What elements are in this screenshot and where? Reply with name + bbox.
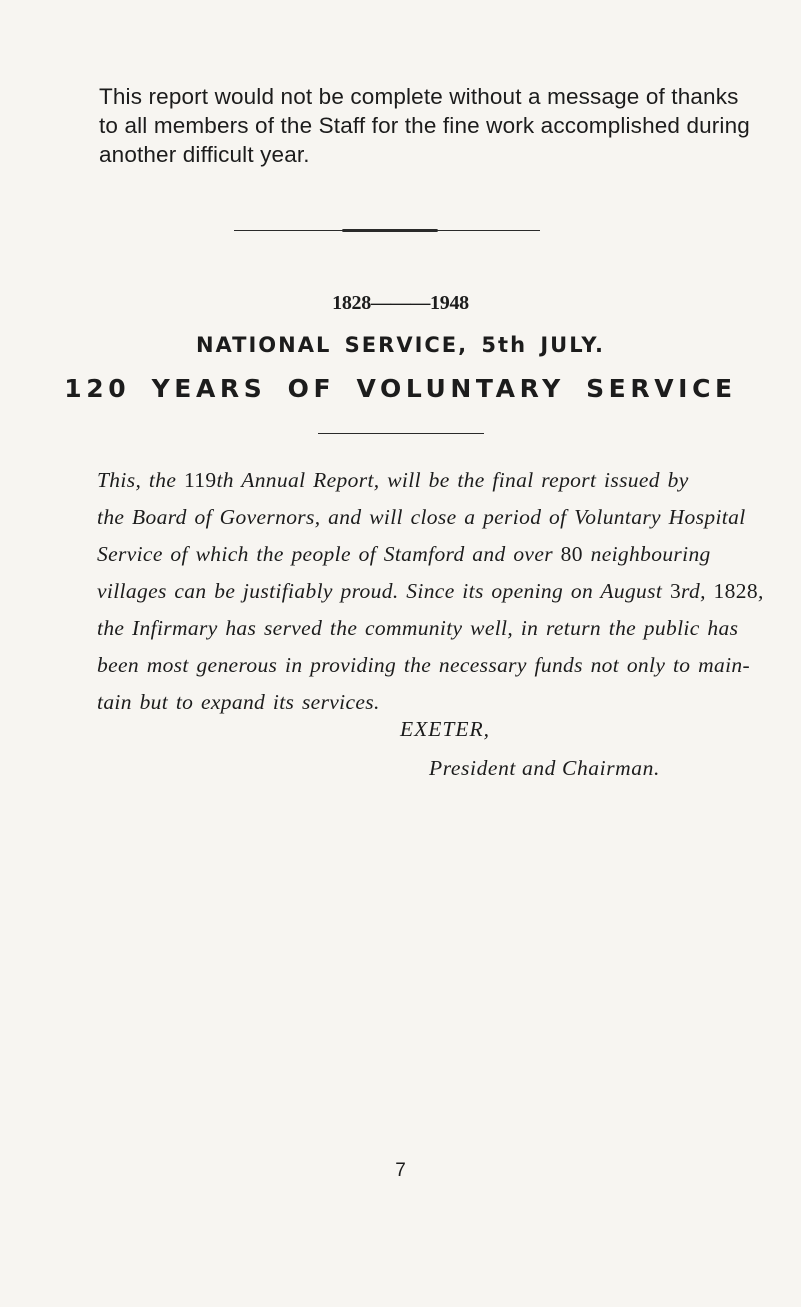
- paragraph-line: [97, 462, 717, 499]
- paragraph-line: [97, 536, 717, 573]
- paragraph-line: [97, 499, 746, 536]
- text-run: Service of which the people of Stamford and over: [97, 542, 561, 566]
- paragraph-line: [97, 573, 764, 610]
- text-run: been most generous in providing the necessary funds not only to main-: [97, 653, 751, 677]
- ornamental-divider-swell: [342, 229, 438, 232]
- opening-day: 3: [669, 579, 682, 603]
- years-heading: 1828———1948: [332, 292, 469, 314]
- thanks-line: to all members of the Staff for the fine work accomplished during: [99, 113, 750, 138]
- national-service-heading: NATIONAL SERVICE, 5th JULY.: [195, 333, 606, 357]
- section-divider: [318, 433, 484, 434]
- text-run: rd,: [681, 579, 714, 603]
- village-count: 80: [560, 542, 583, 566]
- signatory-title: President and Chairman.: [429, 756, 660, 780]
- text-run: the Board of Governors, and will close a period of Voluntary Hospital: [97, 505, 746, 529]
- closing-paragraph: [97, 462, 764, 721]
- page-number: 7: [395, 1160, 406, 1181]
- text-run: tain but to expand its services.: [97, 690, 380, 714]
- text-run: th Annual Report, will be the final report issued by: [216, 468, 689, 492]
- text-run: villages can be justifiably proud. Since its opening on August: [97, 579, 670, 603]
- signatory-name: EXETER,: [400, 717, 490, 741]
- text-run: This, the: [97, 468, 184, 492]
- text-run: ,: [757, 579, 764, 603]
- thanks-line: another difficult year.: [99, 142, 310, 167]
- paragraph-line: [97, 684, 717, 721]
- voluntary-service-heading: 120 YEARS OF VOLUNTARY SERVICE: [64, 374, 737, 403]
- thanks-paragraph: [99, 82, 750, 169]
- report-number: 119: [183, 468, 217, 492]
- opening-year: 1828: [713, 579, 758, 603]
- text-run: neighbouring: [582, 542, 711, 566]
- thanks-line: This report would not be complete without a message of thanks: [99, 84, 739, 109]
- paragraph-line: [97, 647, 751, 684]
- paragraph-line: [97, 610, 739, 647]
- text-run: the Infirmary has served the community well, in return the public has: [97, 616, 739, 640]
